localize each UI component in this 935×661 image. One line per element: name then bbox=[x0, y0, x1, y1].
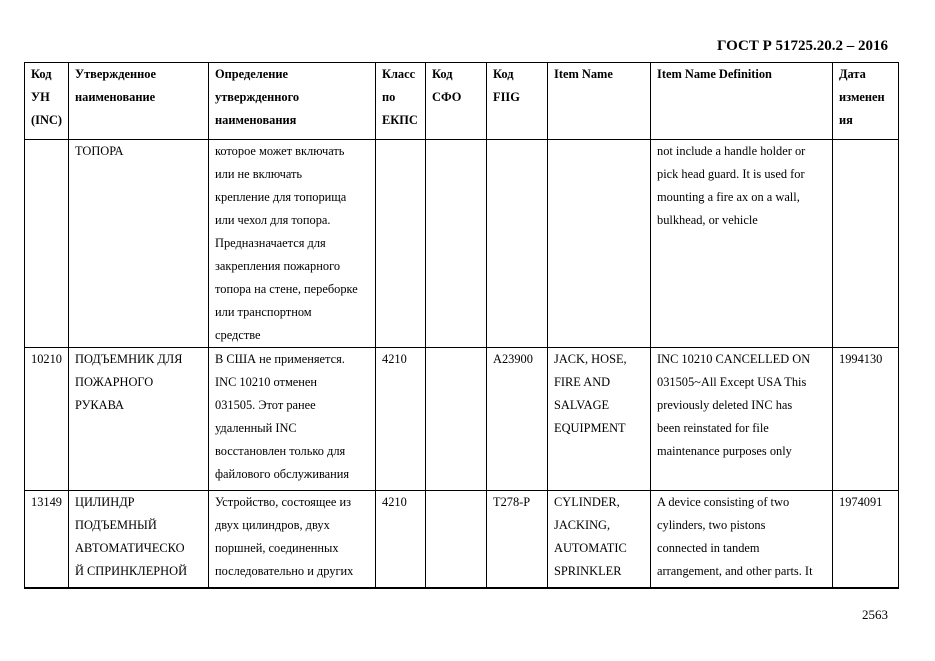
cell-text-line: cylinders, two pistons bbox=[657, 518, 766, 532]
cell-text-line: T278-P bbox=[493, 495, 531, 509]
cell-text-line: последовательно и других bbox=[215, 564, 354, 578]
classification-table bbox=[24, 62, 899, 589]
cell-definition bbox=[209, 491, 376, 588]
cell-definition bbox=[209, 140, 376, 348]
cell-text-line: Класс bbox=[382, 67, 416, 81]
header-approved-name bbox=[69, 63, 209, 140]
cell-text-line: крепление для топорища bbox=[215, 190, 347, 204]
cell-text-line: АВТОМАТИЧЕСКО bbox=[75, 541, 185, 555]
cell-item-definition bbox=[651, 140, 833, 348]
cell-item-definition bbox=[651, 348, 833, 491]
header-sfo-code bbox=[426, 63, 487, 140]
cell-text-line: или не включать bbox=[215, 167, 303, 181]
cell-text-line: Утвержденное bbox=[75, 67, 156, 81]
cell-sfo-code bbox=[426, 491, 487, 588]
cell-text-line: mounting a fire ax on a wall, bbox=[657, 190, 800, 204]
cell-text-line: Дата bbox=[839, 67, 866, 81]
cell-change-date bbox=[833, 491, 899, 588]
cell-text-line: previously deleted INC has bbox=[657, 398, 793, 412]
cell-sfo-code bbox=[426, 348, 487, 491]
cell-text-line: CYLINDER, bbox=[554, 495, 620, 509]
table-row bbox=[25, 491, 899, 588]
cell-text-line: maintenance purposes only bbox=[657, 444, 792, 458]
cell-text-line: (INC) bbox=[31, 113, 62, 127]
cell-text-line: JACKING, bbox=[554, 518, 611, 532]
cell-fiig bbox=[487, 140, 548, 348]
cell-text-line: bulkhead, or vehicle bbox=[657, 213, 758, 227]
cell-text-line: ПОДЪЕМНИК ДЛЯ bbox=[75, 352, 183, 366]
cell-text-line: INC 10210 CANCELLED ON bbox=[657, 352, 811, 366]
cell-fsc-class bbox=[376, 140, 426, 348]
cell-text-line: 10210 bbox=[31, 352, 62, 366]
cell-item-name bbox=[548, 140, 651, 348]
document-standard-header: ГОСТ Р 51725.20.2 – 2016 bbox=[716, 38, 888, 54]
cell-text-line: A23900 bbox=[493, 352, 533, 366]
cell-text-line: или транспортном bbox=[215, 305, 312, 319]
cell-text-line: not include a handle holder or bbox=[657, 144, 806, 158]
cell-text-line: закрепления пожарного bbox=[215, 259, 341, 273]
cell-inc bbox=[25, 348, 69, 491]
cell-approved-name bbox=[69, 140, 209, 348]
cell-text-line: утвержденного bbox=[215, 90, 300, 104]
cell-text-line: В США не применяется. bbox=[215, 352, 345, 366]
cell-text-line: по bbox=[382, 90, 396, 104]
cell-approved-name bbox=[69, 348, 209, 491]
cell-text-line: Код bbox=[432, 67, 453, 81]
cell-text-line: ТОПОРА bbox=[75, 144, 124, 158]
cell-text-line: СФО bbox=[432, 90, 462, 104]
cell-text-line: SALVAGE bbox=[554, 398, 610, 412]
cell-text-line: Код bbox=[493, 67, 514, 81]
cell-text-line: JACK, HOSE, bbox=[554, 352, 627, 366]
cell-fsc-class bbox=[376, 491, 426, 588]
cell-text-line: 4210 bbox=[382, 352, 407, 366]
header-fiig-code bbox=[487, 63, 548, 140]
cell-text-line: или чехол для топора. bbox=[215, 213, 331, 227]
cell-definition bbox=[209, 348, 376, 491]
cell-item-name bbox=[548, 491, 651, 588]
cell-inc bbox=[25, 140, 69, 348]
cell-text-line: Код bbox=[31, 67, 52, 81]
table-header-row bbox=[25, 63, 899, 140]
cell-text-line: been reinstated for file bbox=[657, 421, 769, 435]
cell-text-line: изменен bbox=[839, 90, 885, 104]
cell-text-line: connected in tandem bbox=[657, 541, 760, 555]
header-item-name bbox=[548, 63, 651, 140]
table-row bbox=[25, 140, 899, 348]
cell-text-line: 1974091 bbox=[839, 495, 883, 509]
cell-text-line: AUTOMATIC bbox=[554, 541, 627, 555]
cell-text-line: ия bbox=[839, 113, 853, 127]
cell-text-line: 031505~All Except USA This bbox=[657, 375, 807, 389]
cell-text-line: Item Name bbox=[554, 67, 613, 81]
cell-text-line: ЕКПС bbox=[382, 113, 418, 127]
header-inc-code bbox=[25, 63, 69, 140]
cell-change-date bbox=[833, 140, 899, 348]
cell-text-line: Устройство, состоящее из bbox=[215, 495, 352, 509]
page-number: 2563 bbox=[862, 607, 888, 622]
cell-approved-name bbox=[69, 491, 209, 588]
header-fsc-class bbox=[376, 63, 426, 140]
cell-item-definition bbox=[651, 491, 833, 588]
cell-text-line: Предназначается для bbox=[215, 236, 326, 250]
cell-text-line: INC 10210 отменен bbox=[215, 375, 318, 389]
cell-text-line: ПОДЪЕМНЫЙ bbox=[75, 518, 157, 532]
cell-text-line: наименование bbox=[75, 90, 156, 104]
cell-text-line: наименования bbox=[215, 113, 297, 127]
cell-text-line: FIIG bbox=[493, 90, 520, 104]
cell-text-line: FIRE AND bbox=[554, 375, 611, 389]
cell-text-line: удаленный INC bbox=[215, 421, 297, 435]
cell-text-line: ПОЖАРНОГО bbox=[75, 375, 154, 389]
cell-text-line: РУКАВА bbox=[75, 398, 124, 412]
cell-text-line: файлового обслуживания bbox=[215, 467, 350, 481]
cell-text-line: SPRINKLER bbox=[554, 564, 622, 578]
cell-text-line: pick head guard. It is used for bbox=[657, 167, 805, 181]
cell-text-line: топора на стене, переборке bbox=[215, 282, 358, 296]
table-row bbox=[25, 348, 899, 491]
header-change-date bbox=[833, 63, 899, 140]
header-name-definition bbox=[209, 63, 376, 140]
cell-text-line: A device consisting of two bbox=[657, 495, 790, 509]
cell-text-line: которое может включать bbox=[215, 144, 345, 158]
cell-text-line: УН bbox=[31, 90, 50, 104]
cell-item-name bbox=[548, 348, 651, 491]
cell-text-line: ЦИЛИНДР bbox=[75, 495, 135, 509]
cell-text-line: средстве bbox=[215, 328, 261, 342]
cell-text-line: arrangement, and other parts. It bbox=[657, 564, 813, 578]
cell-text-line: Определение bbox=[215, 67, 289, 81]
cell-text-line: 031505. Этот ранее bbox=[215, 398, 316, 412]
cell-fiig bbox=[487, 348, 548, 491]
cell-inc bbox=[25, 491, 69, 588]
cell-sfo-code bbox=[426, 140, 487, 348]
cell-text-line: Item Name Definition bbox=[657, 67, 772, 81]
cell-text-line: двух цилиндров, двух bbox=[215, 518, 330, 532]
cell-text-line: 4210 bbox=[382, 495, 407, 509]
header-item-name-definition bbox=[651, 63, 833, 140]
cell-text-line: EQUIPMENT bbox=[554, 421, 626, 435]
cell-fiig bbox=[487, 491, 548, 588]
cell-text-line: восстановлен только для bbox=[215, 444, 346, 458]
cell-text-line: Й СПРИНКЛЕРНОЙ bbox=[75, 564, 188, 578]
cell-text-line: 13149 bbox=[31, 495, 62, 509]
cell-text-line: 1994130 bbox=[839, 352, 883, 366]
cell-fsc-class bbox=[376, 348, 426, 491]
cell-text-line: поршней, соединенных bbox=[215, 541, 339, 555]
cell-change-date bbox=[833, 348, 899, 491]
